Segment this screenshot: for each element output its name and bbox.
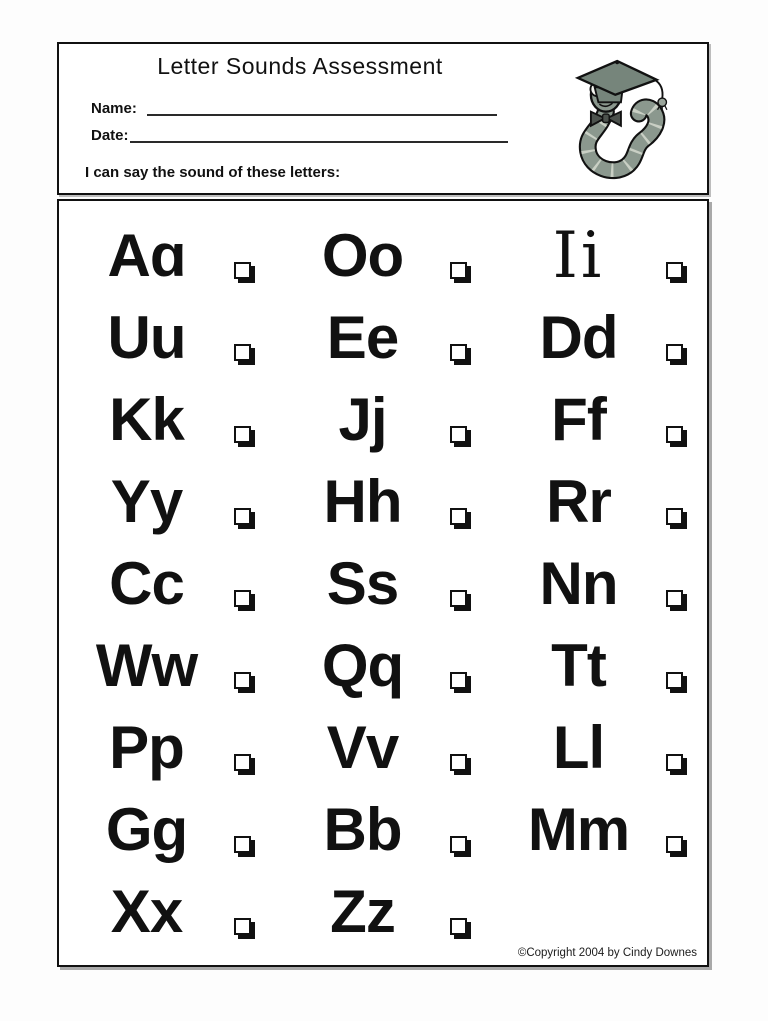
letter-pair-label: Dd xyxy=(539,304,618,371)
letter-pair-label: Ss xyxy=(326,550,399,617)
letter-checkbox-Dd[interactable] xyxy=(666,344,683,361)
letter-pair-label: Bb xyxy=(323,796,402,863)
letter-pair-label: Gg xyxy=(105,796,188,863)
name-input-line[interactable] xyxy=(147,102,497,116)
letter-pair-label: Pp xyxy=(109,714,184,781)
letter-pair-label: Xx xyxy=(110,878,183,945)
letter-cell-Ww xyxy=(59,625,275,707)
letter-cell-Ii xyxy=(491,215,707,297)
letter-pair-label: Nn xyxy=(539,550,618,617)
letter-cell-Nn xyxy=(491,543,707,625)
header-box xyxy=(57,42,709,195)
letter-cell-Jj xyxy=(275,379,491,461)
letter-checkbox-Rr[interactable] xyxy=(666,508,683,525)
letter-cell-Aa xyxy=(59,215,275,297)
letter-cell-Mm xyxy=(491,789,707,871)
page-title: Letter Sounds Assessment xyxy=(157,53,443,79)
letter-cell-Kk xyxy=(59,379,275,461)
letter-checkbox-Xx[interactable] xyxy=(234,918,251,935)
letter-checkbox-Pp[interactable] xyxy=(234,754,251,771)
letter-checkbox-Aa[interactable] xyxy=(234,262,251,279)
letters-grid-box xyxy=(57,199,709,967)
letter-checkbox-Vv[interactable] xyxy=(450,754,467,771)
letter-cell-Yy xyxy=(59,461,275,543)
letter-pair-label: Jj xyxy=(338,386,387,453)
letter-pair-label: Tt xyxy=(551,632,606,699)
letters-grid xyxy=(59,215,707,953)
letter-checkbox-Bb[interactable] xyxy=(450,836,467,853)
letter-cell-Qq xyxy=(275,625,491,707)
letter-checkbox-Zz[interactable] xyxy=(450,918,467,935)
name-label: Name: xyxy=(91,100,137,117)
letter-pair-label: Ww xyxy=(95,632,198,699)
letter-checkbox-Ee[interactable] xyxy=(450,344,467,361)
instruction-text: I can say the sound of these letters: xyxy=(85,164,341,181)
letter-pair-label: Hh xyxy=(323,468,402,535)
letter-checkbox-Qq[interactable] xyxy=(450,672,467,689)
letter-cell-Hh xyxy=(275,461,491,543)
letter-checkbox-Ii[interactable] xyxy=(666,262,683,279)
letter-cell-Ff xyxy=(491,379,707,461)
letter-pair-label: Rr xyxy=(546,468,611,535)
letter-cell-Xx xyxy=(59,871,275,953)
letter-cell-Bb xyxy=(275,789,491,871)
date-field-row xyxy=(91,128,508,143)
letter-checkbox-Ww[interactable] xyxy=(234,672,251,689)
letter-checkbox-Mm[interactable] xyxy=(666,836,683,853)
letter-pair-label: Aɑ xyxy=(107,222,186,289)
letter-cell-Ss xyxy=(275,543,491,625)
letter-cell-Gg xyxy=(59,789,275,871)
letter-pair-label: Ll xyxy=(552,714,605,781)
letter-pair-label: Vv xyxy=(326,714,399,781)
letter-cell-Pp xyxy=(59,707,275,789)
date-input-line[interactable] xyxy=(130,129,508,143)
letter-pair-label: Oo xyxy=(321,222,404,289)
letter-pair-label: Ii xyxy=(552,219,605,293)
letter-cell-Vv xyxy=(275,707,491,789)
letter-cell-Ll xyxy=(491,707,707,789)
letter-cell-Zz xyxy=(275,871,491,953)
name-field-row xyxy=(91,101,497,116)
letter-checkbox-Oo[interactable] xyxy=(450,262,467,279)
letter-checkbox-Ll[interactable] xyxy=(666,754,683,771)
copyright-text: ©Copyright 2004 by Cindy Downes xyxy=(517,947,697,959)
letter-checkbox-Tt[interactable] xyxy=(666,672,683,689)
letter-pair-label: Zz xyxy=(330,878,395,945)
letter-pair-label: Qq xyxy=(321,632,404,699)
letter-cell-Tt xyxy=(491,625,707,707)
letter-cell-Ee xyxy=(275,297,491,379)
letter-cell-Oo xyxy=(275,215,491,297)
graduate-worm-icon xyxy=(559,50,681,194)
letter-checkbox-Cc[interactable] xyxy=(234,590,251,607)
letter-cell-Uu xyxy=(59,297,275,379)
letter-checkbox-Ff[interactable] xyxy=(666,426,683,443)
letter-pair-label: Cc xyxy=(109,550,184,617)
date-label: Date: xyxy=(91,127,129,144)
letter-checkbox-Ss[interactable] xyxy=(450,590,467,607)
letter-pair-label: Ee xyxy=(326,304,399,371)
letter-cell-Cc xyxy=(59,543,275,625)
letter-pair-label: Kk xyxy=(109,386,184,453)
letter-pair-label: Uu xyxy=(107,304,186,371)
letter-pair-label: Mm xyxy=(527,796,630,863)
letter-cell-Rr xyxy=(491,461,707,543)
letter-pair-label: Ff xyxy=(551,386,606,453)
letter-pair-label: Yy xyxy=(110,468,183,535)
letter-checkbox-Uu[interactable] xyxy=(234,344,251,361)
letter-checkbox-Yy[interactable] xyxy=(234,508,251,525)
letter-cell-Dd xyxy=(491,297,707,379)
letter-checkbox-Jj[interactable] xyxy=(450,426,467,443)
letter-checkbox-Hh[interactable] xyxy=(450,508,467,525)
letter-checkbox-Nn[interactable] xyxy=(666,590,683,607)
letter-checkbox-Kk[interactable] xyxy=(234,426,251,443)
letter-checkbox-Gg[interactable] xyxy=(234,836,251,853)
